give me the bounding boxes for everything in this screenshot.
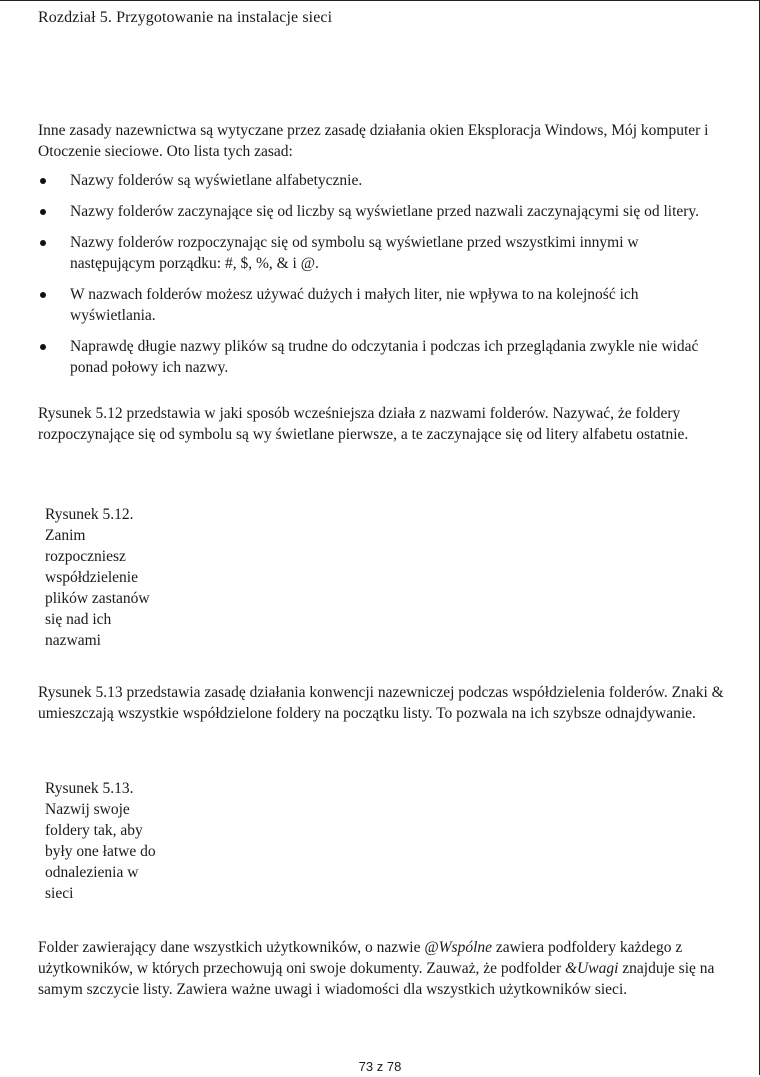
list-item: Nazwy folderów rozpoczynając się od symbolu są wyświetlane przed wszystkimi innymi w następującym porządku: #, $, %, & i @. <box>38 232 718 274</box>
list-item: W nazwach folderów możesz używać dużych i małych liter, nie wpływa to na kolejność ich wyświetlania. <box>38 284 718 326</box>
intro-paragraph: Inne zasady nazewnictwa są wytyczane przez zasadę działania okien Eksploracja Windows, Mój komputer i Otoczenie sieciowe. Oto lista tych zasad: <box>38 122 709 160</box>
list-item: Naprawdę długie nazwy plików są trudne do odczytania i podczas ich przeglądania zwykle nie widać ponad połowy ich nazwy. <box>38 336 718 378</box>
final-paragraph-text: Folder zawierający dane wszystkich użytkowników, o nazwie <box>38 939 425 956</box>
folder-name-common: @Wspólne <box>424 939 493 956</box>
figure-12-caption: Rysunek 5.12. Zanim rozpoczniesz współdzielenie plików zastanów się nad ich nazwami <box>45 506 150 649</box>
naming-rules-list <box>38 170 718 378</box>
figure-13-paragraph: Rysunek 5.13 przedstawia zasadę działania konwencji nazewniczej podczas współdzielenia folderów. Znaki & umieszczają wszystkie współdzielone foldery na początku listy. To pozwala na ich szybsze odnajdywanie. <box>38 684 724 722</box>
list-item: Nazwy folderów zaczynające się od liczby są wyświetlane przed nazwali zaczynającymi się od litery. <box>38 201 718 222</box>
page-border-top <box>0 0 760 1</box>
folder-name-notes: &Uwagi <box>565 960 619 977</box>
figure-12-paragraph: Rysunek 5.12 przedstawia w jaki sposób wcześniejsza działa z nazwami folderów. Nazywać, że foldery rozpoczynające się od symbolu są wy świetlane pierwsze, a te zaczynające się od litery alfabetu ostatnie. <box>38 405 689 443</box>
final-paragraph <box>38 937 724 1000</box>
page-number: 73 z 78 <box>358 1059 402 1074</box>
final-paragraph-text: znajduje się na samym szczycie listy. Zawiera ważne uwagi i wiadomości dla wszystkich użytkowników sieci. <box>38 960 715 998</box>
list-item: Nazwy folderów są wyświetlane alfabetycznie. <box>38 170 718 191</box>
figure-13-caption: Rysunek 5.13. Nazwij swoje foldery tak, aby były one łatwe do odnalezienia w sieci <box>45 780 156 902</box>
chapter-header: Rozdział 5. Przygotowanie na instalacje sieci <box>38 9 333 26</box>
final-paragraph-text: zawiera podfoldery każdego z użytkowników, w których przechowują oni swoje dokumenty. Zauważ, że podfolder <box>38 939 683 977</box>
